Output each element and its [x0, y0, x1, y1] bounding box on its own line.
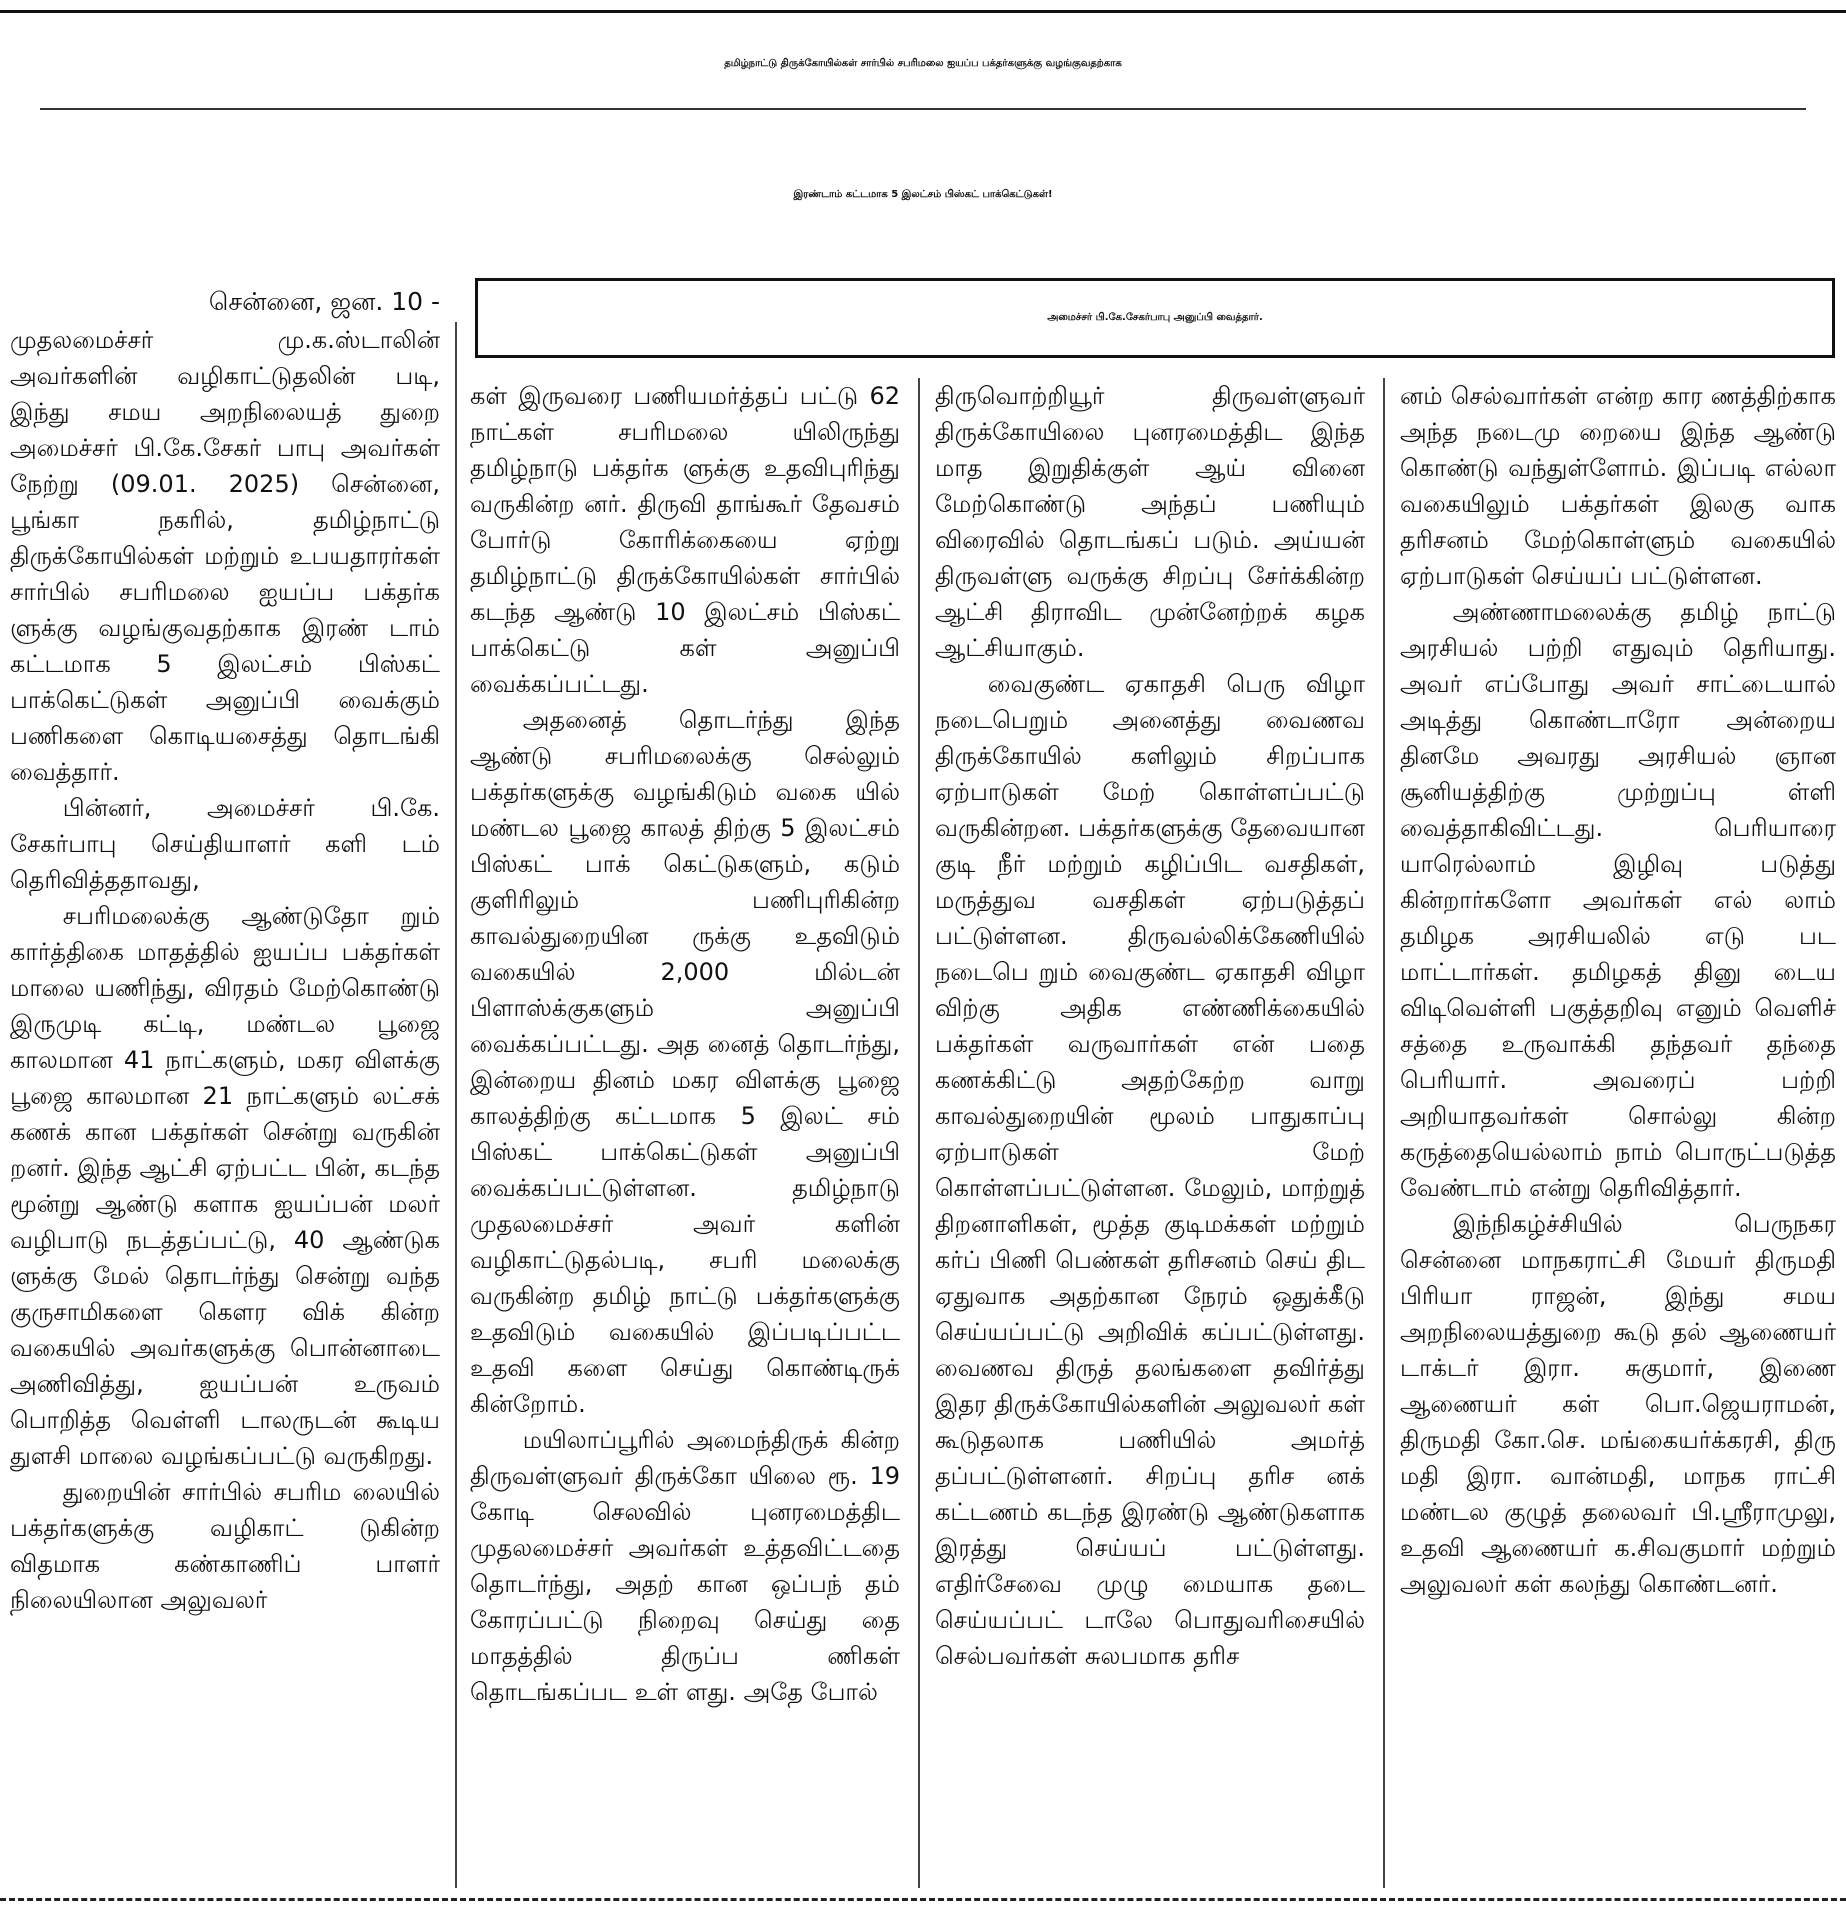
paragraph: னம் செல்வார்கள் என்ற கார ணத்திற்காக அந்த நடைமு றையை இந்த ஆண்டு கொண்டு வந்துள்ளோம். இப்படி எல்லா வகையிலும் பக்தர்கள் இலகு வாக தரிசனம் மேற்கொள்ளும் வகையில் ஏற்பாடுகள் செய்யப் பட்டுள்ளன.: [1400, 382, 1836, 590]
paragraph: அண்ணாமலைக்கு தமிழ் நாட்டு அரசியல் பற்றி எதுவும் தெரியாது. அவர் எப்போது அவர் சாட்டையால் அடித்து கொண்டாரோ அன்றைய தினமே அவரது அரசியல் ஞான சூனியத்திற்கு முற்றுப்பு ள்ளி வைத்தாகிவிட்டது. பெரியாரை யாரெல்லாம் இழிவு படுத்து கின்றார்களோ அவர்கள் எல் லாம் தமிழக அரசியலில் எடு பட மாட்டார்கள். தமிழகத் தினு டைய விடிவெள்ளி பகுத்தறிவு எனும் வெளிச் சத்தை உருவாக்கி தந்தவர் தந்தை பெரியார். அவரைப் பற்றி அறியாதவர்கள் சொல்லு கின்ற கருத்தையெல்லாம் நாம் பொருட்படுத்த வேண்டாம் என்று தெரிவித்தார்.: [1400, 598, 1836, 1202]
paragraph: சபரிமலைக்கு ஆண்டுதோ றும் கார்த்திகை மாதத்தில் ஐயப்ப பக்தர்கள் மாலை யணிந்து, விரதம் மேற்கொண்டு இருமுடி கட்டி, மண்டல பூஜை காலமான 41 நாட்களும், மகர விளக்கு பூஜை காலமான 21 நாட்களும் லட்சக் கணக் கான பக்தர்கள் சென்று வருகின் றனர். இந்த ஆட்சி ஏற்பட்ட பின், கடந்த மூன்று ஆண்டு களாக ஐயப்பன் மலர் வழிபாடு நடத்தப்பட்டு, 40 ஆண்டுக ளுக்கு மேல் தொடர்ந்து சென்று வந்த குருசாமிகளை கௌர விக் கின்ற வகையில் அவர்களுக்கு பொன்னாடை அணிவித்து, ஐயப்பன் உருவம் பொறித்த வெள்ளி டாலருடன் கூடிய துளசி மாலை வழங்கப்பட்டு வருகிறது.: [10, 902, 440, 1470]
paragraph: பின்னர், அமைச்சர் பி.கே. சேகர்பாபு செய்தியாளர் களி டம் தெரிவித்ததாவது,: [10, 794, 440, 894]
top-border-rule: [0, 0, 1846, 13]
article-column-3: [935, 378, 1365, 1892]
column-divider: [455, 322, 457, 1888]
column-divider: [918, 378, 920, 1888]
article-column-1: [10, 322, 440, 1892]
paragraph: முதலமைச்சர் மு.க.ஸ்டாலின் அவர்களின் வழிகாட்டுதலின் படி, இந்து சமய அறநிலையத் துறை அமைச்சர் பி.கே.சேகர் பாபு அவர்கள் நேற்று (09.01. 2025) சென்னை, பூங்கா நகரில், தமிழ்நாட்டு திருக்கோயில்கள் மற்றும் உபயதாரர்கள் சார்பில் சபரிமலை ஐயப்ப பக்தர்க ளுக்கு வழங்குவதற்காக இரண் டாம் கட்டமாக 5 இலட்சம் பிஸ்கட் பாக்கெட்டுகள் அனுப்பி வைக்கும் பணிகளை கொடியசைத்து தொடங்கி வைத்தார்.: [10, 326, 440, 786]
dateline: சென்னை, ஜன. 10 -: [208, 287, 440, 316]
article-column-4: [1400, 378, 1836, 1892]
paragraph: அதனைத் தொடர்ந்து இந்த ஆண்டு சபரிமலைக்கு செல்லும் பக்தர்களுக்கு வழங்கிடும் வகை யில் மண்டல பூஜை காலத் திற்கு 5 இலட்சம் பிஸ்கட் பாக் கெட்டுகளும், கடும் குளிரிலும் பணிபுரிகின்ற காவல்துறையின ருக்கு உதவிடும் வகையில் 2,000 மில்டன் பிளாஸ்க்குகளும் அனுப்பி வைக்கப்பட்டது. அத னைத் தொடர்ந்து, இன்றைய தினம் மகர விளக்கு பூஜை காலத்திற்கு கட்டமாக 5 இலட் சம் பிஸ்கட் பாக்கெட்டுகள் அனுப்பி வைக்கப்பட்டுள்ளன. தமிழ்நாடு முதலமைச்சர் அவர் களின் வழிகாட்டுதல்படி, சபரி மலைக்கு வருகின்ற தமிழ் நாட்டு பக்தர்களுக்கு உதவிடும் வகையில் இப்படிப்பட்ட உதவி களை செய்து கொண்டிருக் கின்றோம்.: [470, 706, 900, 1418]
subheadline-box: அமைச்சர் பி.கே.சேகர்பாபு அனுப்பி வைத்தார்.: [475, 278, 1835, 358]
kicker-headline: தமிழ்நாட்டு திருக்கோயில்கள் சார்பில் சபரிமலை ஐயப்ப பக்தர்களுக்கு வழங்குவதற்காக: [724, 58, 1122, 69]
paragraph: மயிலாப்பூரில் அமைந்திருக் கின்ற திருவள்ளுவர் திருக்கோ யிலை ரூ. 19 கோடி செலவில் புனரமைத்திட முதலமைச்சர் அவர்கள் உத்தவிட்டதை தொடர்ந்து, அதற் கான ஒப்பந் தம் கோரப்பட்டு நிறைவு செய்து தை மாதத்தில் திருப்ப ணிகள் தொடங்கப்பட உள் ளது. அதே போல்: [470, 1426, 900, 1706]
paragraph: திருவொற்றியூர் திருவள்ளுவர் திருக்கோயிலை புனரமைத்திட இந்த மாத இறுதிக்குள் ஆய் வினை மேற்கொண்டு அந்தப் பணியும் விரைவில் தொடங்கப் படும். அய்யன் திருவள்ளு வருக்கு சிறப்பு சேர்க்கின்ற ஆட்சி திராவிட முன்னேற்றக் கழக ஆட்சியாகும்.: [935, 382, 1365, 662]
paragraph: கள் இருவரை பணியமர்த்தப் பட்டு 62 நாட்கள் சபரிமலை யிலிருந்து தமிழ்நாடு பக்தர்க ளுக்கு உதவிபுரிந்து வருகின்ற னர். திருவி தாங்கூர் தேவசம் போர்டு கோரிக்கையை ஏற்று தமிழ்நாட்டு திருக்கோயில்கள் சார்பில் கடந்த ஆண்டு 10 இலட்சம் பிஸ்கட் பாக்கெட்டு கள் அனுப்பி வைக்கப்பட்டது.: [470, 382, 900, 698]
article-column-2: [470, 378, 900, 1892]
column-divider: [1383, 378, 1385, 1888]
paragraph: இந்நிகழ்ச்சியில் பெருநகர சென்னை மாநகராட்சி மேயர் திருமதி பிரியா ராஜன், இந்து சமய அறநிலையத்துறை கூடு தல் ஆணையர் டாக்டர் இரா. சுகுமார், இணை ஆணையர் கள் பொ.ஜெயராமன், திருமதி கோ.செ. மங்கையர்க்கரசி, திரு மதி இரா. வான்மதி, மாநக ராட்சி மண்டல குழுத் தலைவர் பி.ஸ்ரீராமுலு, உதவி ஆணையர் க.சிவகுமார் மற்றும் அலுவலர் கள் கலந்து கொண்டனர்.: [1400, 1210, 1836, 1598]
kicker-divider: [40, 108, 1806, 110]
paragraph: துறையின் சார்பில் சபரிம லையில் பக்தர்களுக்கு வழிகாட் டுகின்ற விதமாக கண்காணிப் பாளர் நிலையிலான அலுவலர்: [10, 1478, 440, 1614]
bottom-dashed-rule: [0, 1898, 1846, 1901]
main-headline: இரண்டாம் கட்டமாக 5 இலட்சம் பிஸ்கட் பாக்கெட்டுகள்!: [793, 189, 1053, 200]
paragraph: வைகுண்ட ஏகாதசி பெரு விழா நடைபெறும் அனைத்து வைணவ திருக்கோயில் களிலும் சிறப்பாக ஏற்பாடுகள் மேற் கொள்ளப்பட்டு வருகின்றன. பக்தர்களுக்கு தேவையான குடி நீர் மற்றும் கழிப்பிட வசதிகள், மருத்துவ வசதிகள் ஏற்படுத்தப் பட்டுள்ளன. திருவல்லிக்கேணியில் நடைபெ றும் வைகுண்ட ஏகாதசி விழா விற்கு அதிக எண்ணிக்கையில் பக்தர்கள் வருவார்கள் என் பதை கணக்கிட்டு அதற்கேற்ற வாறு காவல்துறையின் மூலம் பாதுகாப்பு ஏற்பாடுகள் மேற் கொள்ளப்பட்டுள்ளன. மேலும், மாற்றுத் திறனாளிகள், மூத்த குடிமக்கள் மற்றும் கர்ப் பிணி பெண்கள் தரிசனம் செய் திட ஏதுவாக அதற்கான நேரம் ஒதுக்கீடு செய்யப்பட்டு அறிவிக் கப்பட்டுள்ளது. வைணவ திருத் தலங்களை தவிர்த்து இதர திருக்கோயில்களின் அலுவலர் கள் கூடுதலாக பணியில் அமர்த் தப்பட்டுள்ளனர். சிறப்பு தரிச னக் கட்டணம் கடந்த இரண்டு ஆண்டுகளாக இரத்து செய்யப் பட்டுள்ளது. எதிர்சேவை முழு மையாக தடை செய்யப்பட் டாலே பொதுவரிசையில் செல்பவர்கள் சுலபமாக தரிச: [935, 670, 1365, 1670]
